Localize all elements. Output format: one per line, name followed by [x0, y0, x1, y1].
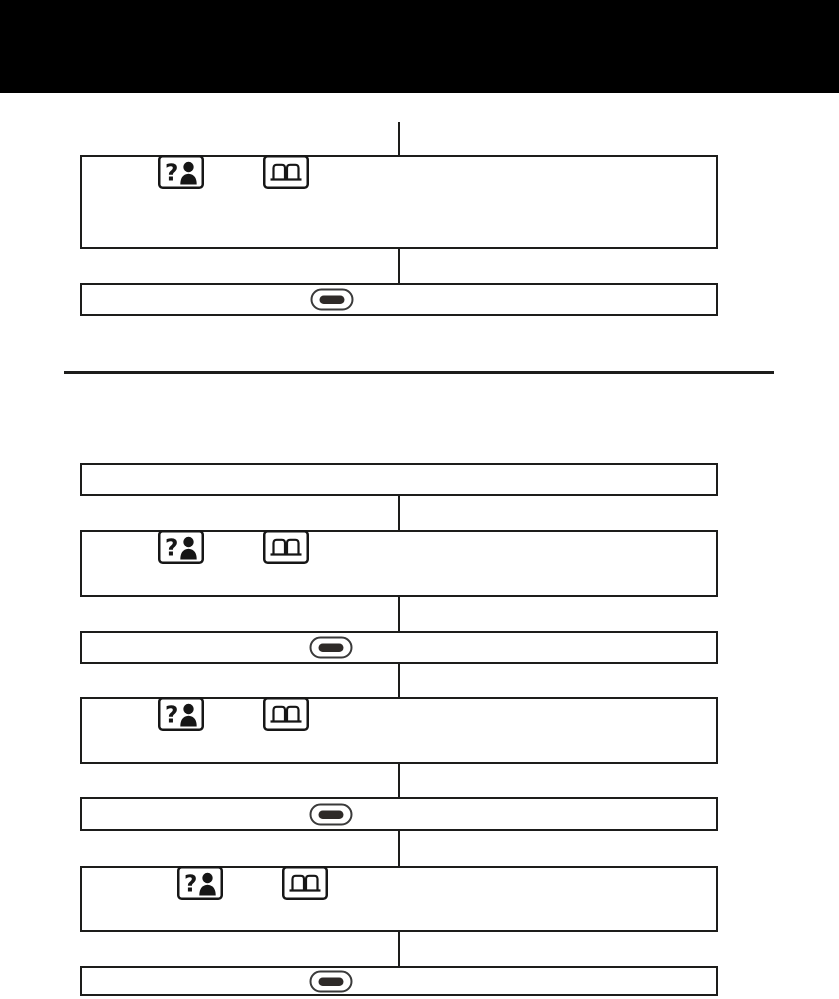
open-book-icon	[263, 530, 309, 564]
button-box	[80, 797, 718, 831]
title-box	[80, 463, 718, 496]
screen-box	[80, 866, 718, 932]
flow-connector	[398, 597, 400, 631]
flow-connector	[398, 831, 400, 866]
help-person-icon	[158, 155, 204, 189]
help-person-icon	[177, 866, 223, 900]
flow-connector	[398, 496, 400, 530]
svg-text:?: ?	[165, 702, 179, 729]
screen-box	[80, 697, 718, 764]
oval-button-icon	[309, 636, 353, 659]
header-banner	[0, 0, 839, 93]
flow-connector	[398, 764, 400, 797]
screen-box	[80, 530, 718, 597]
flow-connector	[398, 122, 400, 155]
svg-text:?: ?	[165, 535, 179, 562]
flow-connector	[398, 249, 400, 283]
help-person-icon	[158, 697, 204, 731]
screen-box	[80, 155, 718, 249]
flow-connector	[398, 664, 400, 697]
flow-connector	[398, 932, 400, 966]
section-divider	[64, 371, 774, 374]
oval-button-icon	[309, 970, 353, 993]
help-person-icon	[158, 530, 204, 564]
open-book-icon	[263, 697, 309, 731]
oval-button-icon	[310, 288, 354, 311]
svg-text:?: ?	[165, 160, 179, 187]
open-book-icon	[263, 155, 309, 189]
button-box	[80, 966, 718, 996]
oval-button-icon	[309, 803, 353, 826]
button-box	[80, 631, 718, 664]
svg-text:?: ?	[184, 871, 198, 898]
open-book-icon	[282, 866, 328, 900]
button-box	[80, 283, 718, 316]
